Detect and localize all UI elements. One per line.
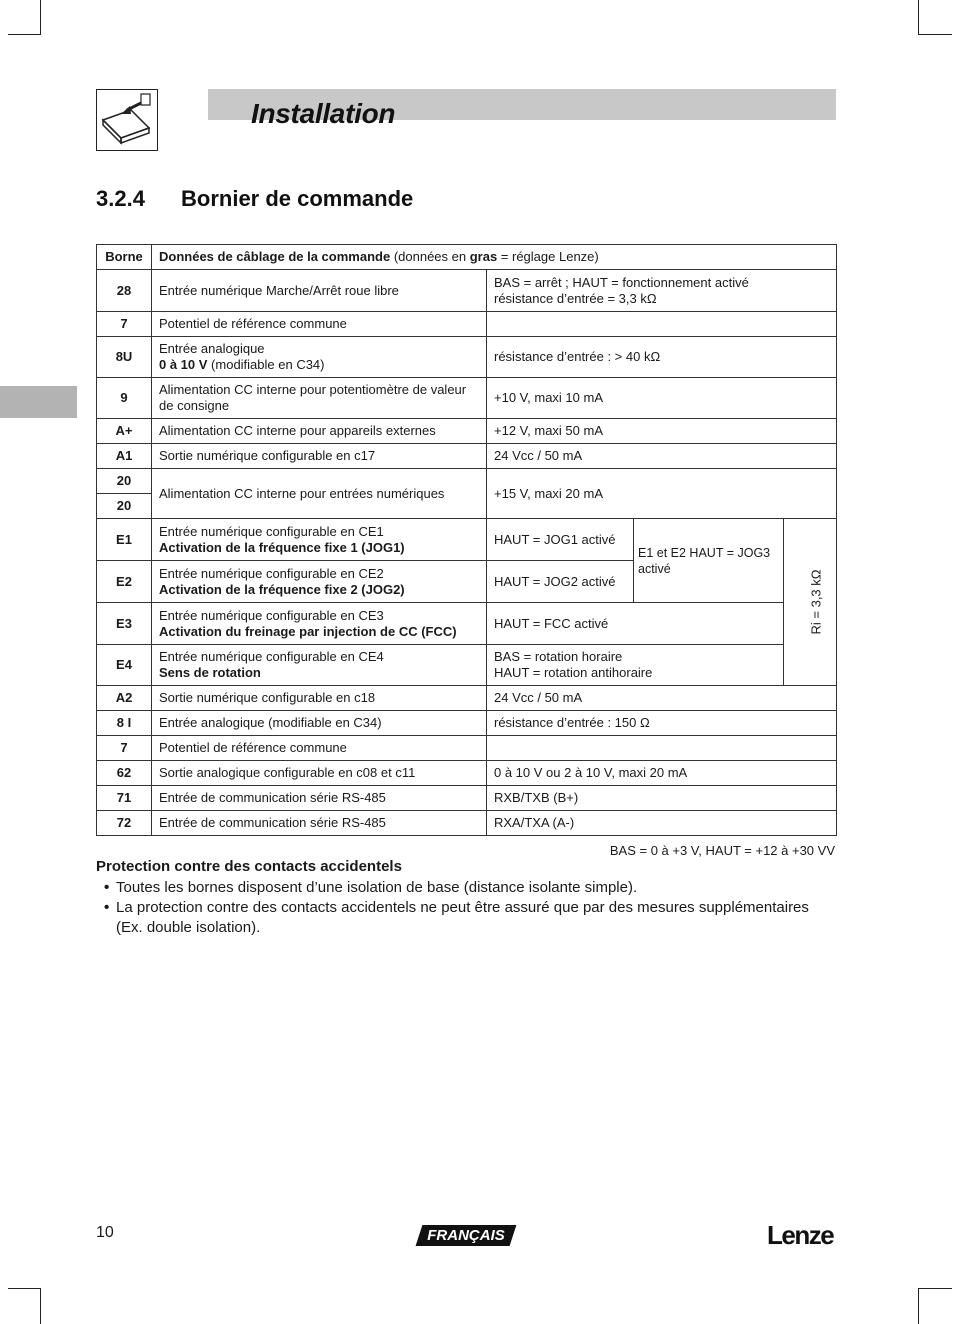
crop-mark — [8, 34, 41, 35]
table-row — [97, 711, 837, 736]
terminal-value: HAUT = JOG2 activé — [487, 561, 634, 603]
crop-mark — [40, 1288, 41, 1324]
crop-mark — [918, 1288, 919, 1324]
table-header-row — [97, 245, 837, 270]
terminal-desc: Entrée de communication série RS-485 — [152, 786, 487, 811]
terminal-desc: Entrée analogique (modifiable en C34) — [152, 711, 487, 736]
terminal-id: E1 — [97, 519, 152, 561]
terminal-value: 0 à 10 V ou 2 à 10 V, maxi 20 mA — [487, 761, 837, 786]
terminal-desc: Entrée numérique configurable en CE2 Activation de la fréquence fixe 2 (JOG2) — [152, 561, 487, 603]
chapter-tab — [0, 386, 77, 418]
terminal-value: RXB/TXB (B+) — [487, 786, 837, 811]
terminal-id: 20 — [97, 469, 152, 494]
terminal-value: HAUT = JOG1 activé — [487, 519, 634, 561]
table-row — [97, 419, 837, 444]
terminal-desc: Sortie analogique configurable en c08 et c11 — [152, 761, 487, 786]
terminal-id: 7 — [97, 736, 152, 761]
terminal-desc: Entrée de communication série RS-485 — [152, 811, 487, 836]
terminal-desc: Entrée analogique 0 à 10 V (modifiable en C34) — [152, 337, 487, 378]
protection-list — [104, 878, 838, 938]
header-cell-data: Données de câblage de la commande (données en gras = réglage Lenze) — [152, 245, 837, 270]
protection-heading: Protection contre des contacts accidentels — [96, 858, 402, 875]
table-row — [97, 519, 837, 561]
language-label: FRANÇAIS — [427, 1227, 505, 1244]
crop-mark — [40, 0, 41, 35]
install-module-icon — [96, 89, 158, 151]
list-item: • Toutes les bornes disposent d’une isolation de base (distance isolante simple). — [104, 879, 638, 896]
input-resistance: Ri = 3,3 kΩ — [808, 569, 824, 635]
terminal-id: 71 — [97, 786, 152, 811]
section-title: Bornier de commande — [181, 186, 414, 211]
terminal-value: RXA/TXA (A-) — [487, 811, 837, 836]
terminal-desc: Potentiel de référence commune — [152, 736, 487, 761]
header-cell-borne: Borne — [97, 245, 152, 270]
terminal-desc: Alimentation CC interne pour entrées numériques — [152, 469, 487, 519]
table-row — [97, 736, 837, 761]
crop-mark — [918, 1288, 952, 1289]
table-row — [97, 312, 837, 337]
page-number: 10 — [96, 1224, 114, 1241]
terminal-id: A2 — [97, 686, 152, 711]
table-row — [97, 761, 837, 786]
input-resistance-cell — [784, 519, 837, 686]
table-row — [97, 686, 837, 711]
terminal-desc: Entrée numérique configurable en CE4 Sens de rotation — [152, 645, 487, 686]
page-title: Installation — [251, 98, 396, 129]
table-row — [97, 603, 837, 645]
terminal-id: E2 — [97, 561, 152, 603]
terminal-value — [487, 312, 837, 337]
terminal-desc: Sortie numérique configurable en c17 — [152, 444, 487, 469]
section-heading — [96, 186, 413, 212]
table-row — [97, 270, 837, 312]
terminal-value: BAS = arrêt ; HAUT = fonctionnement activé résistance d’entrée = 3,3 kΩ — [487, 270, 837, 312]
section-number: 3.2.4 — [96, 186, 145, 211]
terminal-id: A1 — [97, 444, 152, 469]
terminal-id: 62 — [97, 761, 152, 786]
table-row — [97, 811, 837, 836]
jog3-note: E1 et E2 HAUT = JOG3 activé — [634, 519, 784, 603]
terminal-id: 8U — [97, 337, 152, 378]
terminal-value: 24 Vcc / 50 mA — [487, 686, 837, 711]
terminal-value: résistance d’entrée : > 40 kΩ — [487, 337, 837, 378]
table-footnote: BAS = 0 à +3 V, HAUT = +12 à +30 VV — [609, 843, 835, 858]
terminal-id: E3 — [97, 603, 152, 645]
terminal-desc: Entrée numérique configurable en CE3 Activation du freinage par injection de CC (FCC) — [152, 603, 487, 645]
terminal-id: A+ — [97, 419, 152, 444]
terminal-desc: Entrée numérique configurable en CE1 Activation de la fréquence fixe 1 (JOG1) — [152, 519, 487, 561]
table-row — [97, 786, 837, 811]
terminal-id: 7 — [97, 312, 152, 337]
terminal-id: 20 — [97, 494, 152, 519]
table-row — [97, 337, 837, 378]
crop-mark — [918, 0, 919, 35]
terminal-desc: Sortie numérique configurable en c18 — [152, 686, 487, 711]
terminal-value: résistance d’entrée : 150 Ω — [487, 711, 837, 736]
terminal-desc: Entrée numérique Marche/Arrêt roue libre — [152, 270, 487, 312]
crop-mark — [8, 1288, 41, 1289]
table-row — [97, 378, 837, 419]
crop-mark — [918, 34, 952, 35]
terminal-value: +12 V, maxi 50 mA — [487, 419, 837, 444]
terminal-table — [96, 244, 837, 836]
terminal-id: 9 — [97, 378, 152, 419]
terminal-value: BAS = rotation horaire HAUT = rotation antihoraire — [487, 645, 784, 686]
table-row — [97, 469, 837, 494]
brand-logo: Lenze — [767, 1220, 834, 1250]
terminal-value: HAUT = FCC activé — [487, 603, 784, 645]
table-row — [97, 645, 837, 686]
terminal-desc: Potentiel de référence commune — [152, 312, 487, 337]
terminal-desc: Alimentation CC interne pour potentiomètre de valeur de consigne — [152, 378, 487, 419]
terminal-id: E4 — [97, 645, 152, 686]
terminal-desc: Alimentation CC interne pour appareils externes — [152, 419, 487, 444]
table-row — [97, 444, 837, 469]
terminal-value: +10 V, maxi 10 mA — [487, 378, 837, 419]
terminal-id: 72 — [97, 811, 152, 836]
list-item: • La protection contre des contacts accidentels ne peut être assuré que par des mesures supplémentaires (Ex. double isolation). — [104, 899, 809, 936]
terminal-value — [487, 736, 837, 761]
terminal-value: 24 Vcc / 50 mA — [487, 444, 837, 469]
terminal-id: 28 — [97, 270, 152, 312]
terminal-id: 8 I — [97, 711, 152, 736]
terminal-value: +15 V, maxi 20 mA — [487, 469, 837, 519]
